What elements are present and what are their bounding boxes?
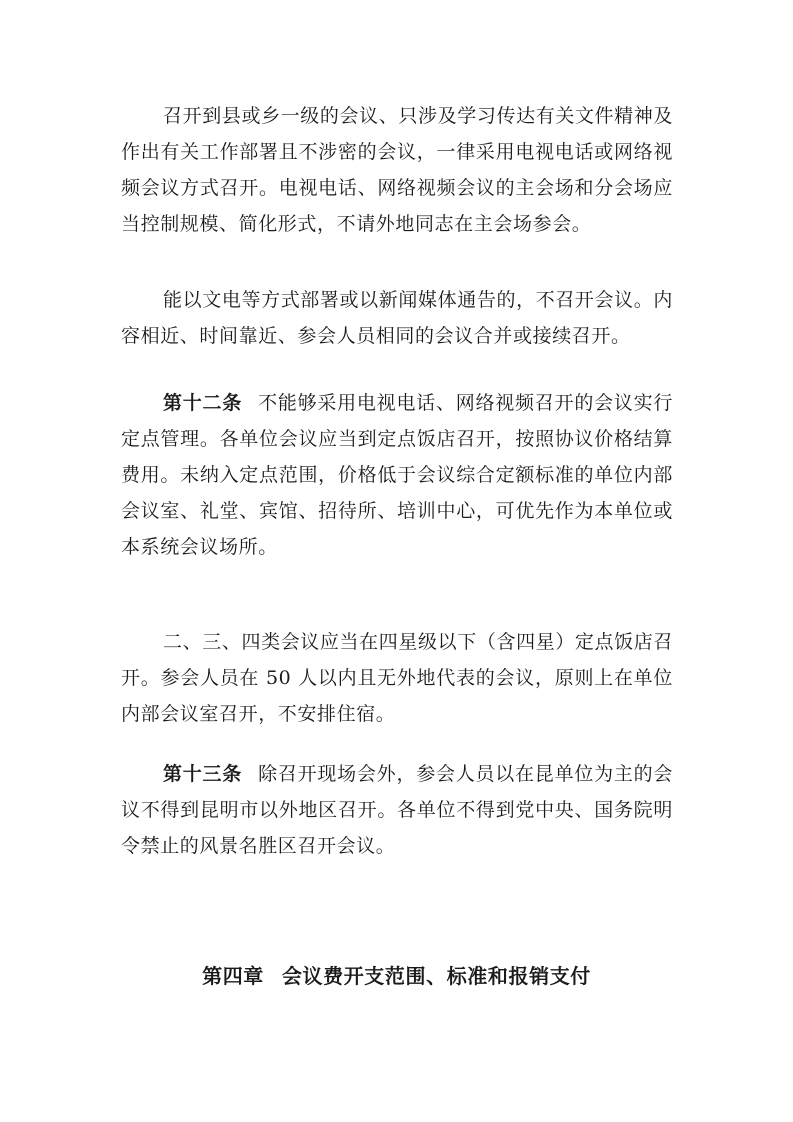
chapter-number: 第四章 — [202, 964, 264, 988]
article-12-heading: 第十二条 — [163, 392, 243, 414]
paragraph-no-meeting: 能以文电等方式部署或以新闻媒体通告的，不召开会议。内容相近、时间靠近、参会人员相同的会议合并或接续召开。 — [121, 289, 673, 347]
article-13-text: 除召开现场会外，参会人员以在昆单位为主的会议不得到昆明市以外地区召开。各单位不得到党中央、国务院明令禁止的风景名胜区召开会议。 — [121, 763, 673, 857]
chapter-heading — [0, 960, 793, 989]
paragraph-article-13 — [121, 756, 673, 864]
paragraph-hotel-level: 二、三、四类会议应当在四星级以下（含四星）定点饭店召开。参会人员在 50 人以内且无外地代表的会议，原则上在单位内部会议室召开，不安排住宿。 — [121, 631, 673, 725]
article-12-text: 不能够采用电视电话、网络视频召开的会议实行定点管理。各单位会议应当到定点饭店召开，按照协议价格结算费用。未纳入定点范围，价格低于会议综合定额标准的单位内部会议室、礼堂、宾馆、招待所、培训中心，可优先作为本单位或本系统会议场所。 — [121, 392, 673, 558]
article-13-heading: 第十三条 — [163, 763, 243, 785]
paragraph-meeting-format: 召开到县或乡一级的会议、只涉及学习传达有关文件精神及作出有关工作部署且不涉密的会议，一律采用电视电话或网络视频会议方式召开。电视电话、网络视频会议的主会场和分会场应当控制规模、简化形式，不请外地同志在主会场参会。 — [121, 105, 673, 235]
paragraph-article-12 — [121, 385, 673, 565]
chapter-title: 会议费开支范围、标准和报销支付 — [281, 964, 591, 988]
